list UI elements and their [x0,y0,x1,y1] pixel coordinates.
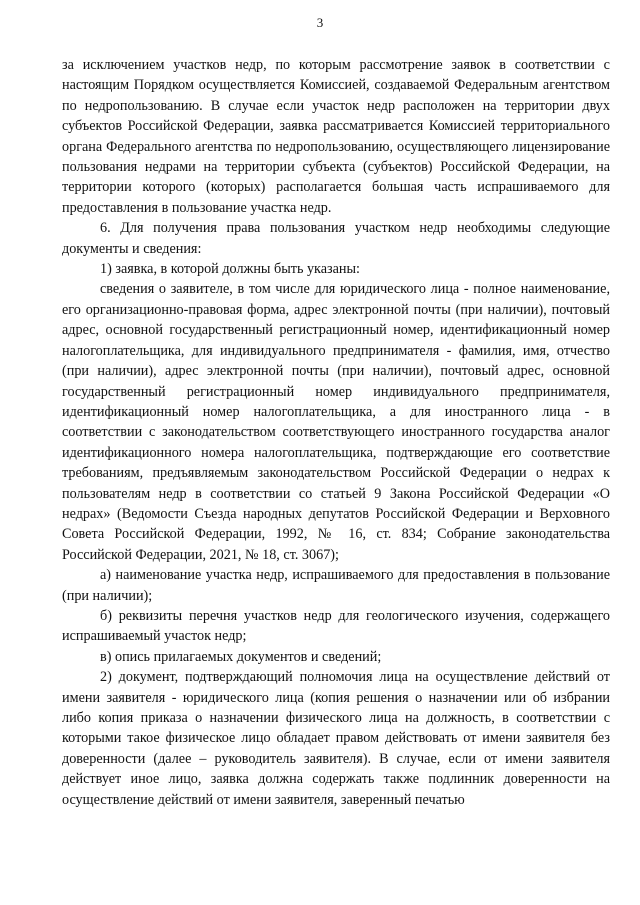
paragraph: в) опись прилагаемых документов и сведений; [100,648,382,665]
paragraph: 1) заявка, в которой должны быть указаны: [100,261,361,278]
document-body [62,55,610,810]
page-number: 3 [316,15,324,30]
paragraph: за исключением участков недр, по которым рассмотрение заявок в соответствии с настоящим Порядком осуществляется Комиссией, создаваемой Федеральным агентством по недропользованию. В случае если участок недр расположен на территории двух субъектов Российской Федерации, заявка рассматривается Комиссией территориального органа Федерального агентства по недропользованию, осуществляющего лицензирование пользования недрами на территории субъекта (субъектов) Российской Федерации, на территории которого (которых) располагается большая часть испрашиваемого для предоставления в пользование участка недр. [62,57,610,216]
paragraph: 2) документ, подтверждающий полномочия лица на осуществление действий от имени заявителя - юридического лица (копия решения о назначении или об избрании либо копия приказа о назначении физического лица на должность, в соответствии с которыми такое физическое лицо обладает правом действовать от имени заявителя без доверенности (далее – руководитель заявителя). В случае, если от имени заявителя действует иное лицо, заявка должна содержать также подлинник доверенности на осуществление действий от имени заявителя, заверенный печатью [62,669,610,808]
paragraph: а) наименование участка недр, испрашиваемого для предоставления в пользование (при наличии); [62,567,610,604]
paragraph: сведения о заявителе, в том числе для юридического лица - полное наименование, его организационно-правовая форма, адрес электронной почты (при наличии), почтовый адрес, основной государственный регистрационный номер, идентификационный номер налогоплательщика, для индивидуального предпринимателя - фамилия, имя, отчество (при наличии), адрес электронной почты (при наличии), почтовый адрес, основной государственный регистрационный номер индивидуального предпринимателя, идентификационный номер налогоплательщика, а для иностранного лица - в соответствии с законодательством соответствующего иностранного государства аналог идентификационного номера налогоплательщика, подтверждающие его соответствие требованиям, предъявляемым законодательством Российской Федерации о недрах к пользователям недр в соответствии со статьей 9 Закона Российской Федерации «О недрах» (Ведомости Съезда народных депутатов Российской Федерации и Верховного Совета Российской Федерации, 1992, № 16, ст. 834; Собрание законодательства Российской Федерации, 2021, № 18, ст. 3067); [62,281,610,563]
paragraph: 6. Для получения права пользования участком недр необходимы следующие документы и сведения: [62,220,610,257]
paragraph: б) реквизиты перечня участков недр для геологического изучения, содержащего испрашиваемый участок недр; [62,607,610,645]
